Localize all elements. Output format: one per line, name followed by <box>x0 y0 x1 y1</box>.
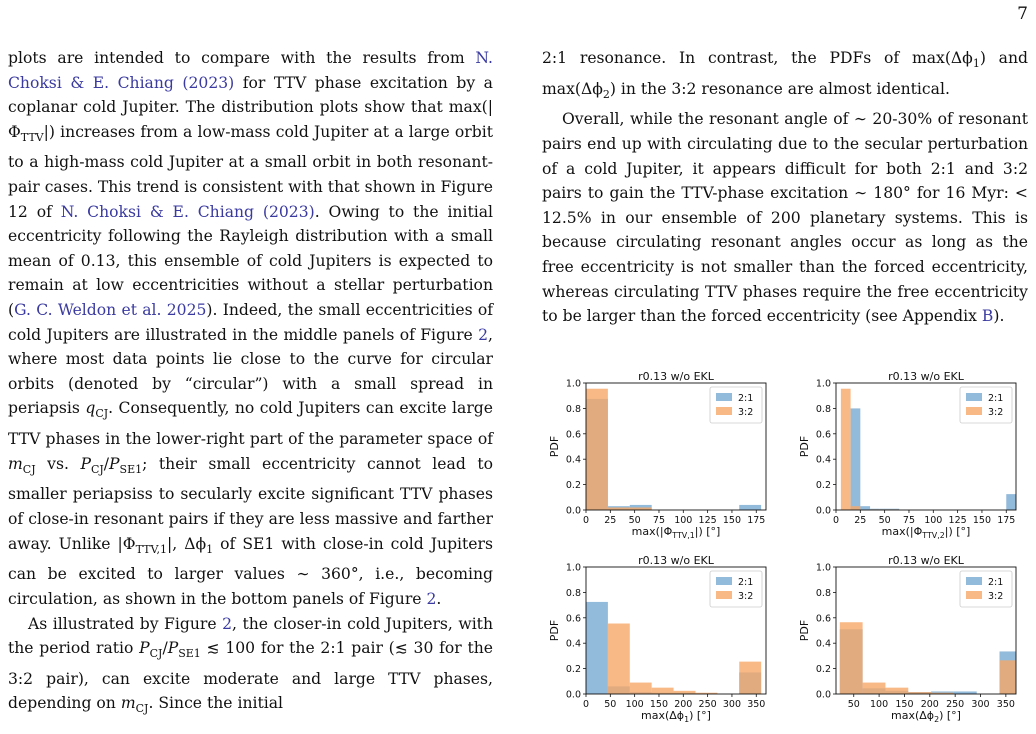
x-tick-label: 250 <box>698 699 717 710</box>
text-run: of SE1 with close-in cold Jupiters can be excited to larger values ∼ 360°, i.e., becoming circulation, as shown in the bottom panels of Figure <box>8 534 493 608</box>
text-run: ). Indeed, the small eccentricities of cold Jupiters are illustrated in the middle panels of Figure <box>8 301 494 344</box>
y-tick-label: 0.6 <box>815 429 831 441</box>
text-run: ) in the 3:2 resonance are almost identical. <box>609 79 950 98</box>
x-tick-label: 50 <box>878 515 891 526</box>
x-axis-label: $\max(\Delta\phi_2)$ [°] <box>891 709 961 724</box>
x-tick-label: 125 <box>948 515 967 526</box>
subscript: 1 <box>206 542 214 556</box>
x-tick-label: 175 <box>997 515 1016 526</box>
subscript: TTV,1 <box>135 542 167 556</box>
y-tick-label: 0.2 <box>565 664 581 676</box>
x-tick-label: 350 <box>747 699 766 710</box>
paragraph <box>8 612 493 723</box>
y-tick-label: 0.8 <box>565 403 581 415</box>
math-symbol: P <box>139 639 150 658</box>
y-tick-label: 0.4 <box>565 638 581 650</box>
subscript: TTV <box>20 130 44 144</box>
y-tick-label: 1.0 <box>565 562 581 574</box>
y-tick-label: 0.8 <box>815 403 831 415</box>
y-tick-label: 0.6 <box>565 429 581 441</box>
math-symbol: m <box>120 694 136 713</box>
text-run: / <box>162 639 168 658</box>
text-run: ; their small eccentricity cannot lead to smaller periapsiss to secularly excite significant TTV phases of close-in resonant pairs if they are less massive and farther away. Unlike |Φ <box>8 454 493 553</box>
x-axis-label: $\max(\Delta\phi_1)$ [°] <box>641 709 711 724</box>
histogram-bar <box>652 688 674 694</box>
y-tick-label: 1.0 <box>815 378 831 390</box>
right-column-text <box>542 46 1028 329</box>
x-tick-label: 200 <box>920 699 939 710</box>
legend-label: 3:2 <box>988 591 1004 602</box>
citation-link[interactable]: G. C. Weldon et al. 2025 <box>14 301 207 320</box>
x-tick-label: 75 <box>652 515 666 526</box>
text-run: , the closer-in cold Jupiters, with the period ratio <box>8 614 493 658</box>
subscript: 1 <box>972 57 980 71</box>
y-axis-label: PDF <box>548 619 561 642</box>
legend-swatch <box>716 591 732 599</box>
histogram-bar <box>630 683 652 694</box>
chart-title: r0.13 w/o EKL <box>638 370 714 383</box>
citation-link[interactable]: 2 <box>222 614 232 633</box>
text-run: ) and max(Δϕ <box>542 49 1028 98</box>
text-run: for TTV phase excitation by a coplanar cold Jupiter. The distribution plots show that max(|Φ <box>8 73 493 141</box>
y-tick-label: 0.0 <box>565 689 581 701</box>
text-run: Overall, while the resonant angle of ∼ 20-30% of resonant pairs end up with circulating due to the secular perturbation of a cold Jupiter, it appears difficult for both 2:1 and 3:2 pairs to gain the TTV-phase excitation ∼ 180° for 16 Myr: < 12.5% in our ensemble of 200 planetary systems. This is because circulating resonant angles occur as long as the free eccentricity is not smaller than the forced eccentricity, whereas circulating TTV phases require the free eccentricity to be larger than the forced eccentricity (see Appendix <box>542 110 1028 326</box>
paragraph <box>8 46 493 612</box>
text-run: ). <box>993 307 1005 326</box>
legend-box <box>960 387 1012 423</box>
histogram-bar <box>739 662 761 694</box>
histogram-bar <box>1006 494 1016 510</box>
y-tick-label: 0.4 <box>815 454 831 466</box>
histogram-bar <box>863 683 886 694</box>
histogram-bar <box>885 688 908 694</box>
legend-swatch <box>966 393 982 401</box>
y-tick-label: 1.0 <box>565 378 581 390</box>
legend-swatch <box>716 393 732 401</box>
x-tick-label: 100 <box>625 699 644 710</box>
x-tick-label: 25 <box>604 515 617 526</box>
y-tick-label: 0.2 <box>565 480 581 492</box>
legend-swatch <box>716 407 732 415</box>
text-run: . Since the initial <box>148 694 284 713</box>
legend-box <box>960 571 1012 607</box>
histogram-bar <box>851 408 861 510</box>
histogram-panel <box>798 370 1016 540</box>
histogram-bar <box>586 389 608 510</box>
histogram-panel <box>548 370 766 540</box>
text-run: ≲ 100 for the 2:1 pair (≲ 30 for the 3:2 pair), can excite moderate and large TTV phases, depending on <box>8 639 494 713</box>
x-tick-label: 150 <box>722 515 742 526</box>
legend-swatch <box>966 591 982 599</box>
y-tick-label: 0.6 <box>565 613 581 625</box>
y-tick-label: 0.0 <box>815 505 831 517</box>
histogram-bar <box>586 602 608 694</box>
subscript: CJ <box>135 702 149 716</box>
x-tick-label: 100 <box>870 699 889 710</box>
citation-link[interactable]: N. Choksi & E. Chiang (2023) <box>60 202 315 221</box>
x-tick-label: 0 <box>582 699 590 710</box>
subscript: SE1 <box>178 647 201 661</box>
legend-swatch <box>716 577 732 585</box>
paragraph <box>542 107 1028 328</box>
text-run: / <box>103 454 110 473</box>
y-tick-label: 0.4 <box>815 638 831 650</box>
page-number: 7 <box>1017 4 1028 24</box>
y-tick-label: 0.8 <box>815 587 831 599</box>
x-tick-label: 50 <box>628 515 641 526</box>
x-axis-label: $\max(|\Phi_{TTV,1}|)$ [°] <box>631 525 721 540</box>
legend-label: 2:1 <box>988 393 1004 404</box>
x-tick-label: 350 <box>996 699 1015 710</box>
figure-panels <box>542 370 1028 730</box>
histogram-bar <box>608 624 630 694</box>
subscript: CJ <box>90 462 104 476</box>
x-tick-label: 0 <box>582 515 590 526</box>
x-tick-label: 50 <box>847 699 860 710</box>
y-tick-label: 0.0 <box>565 505 581 517</box>
text-run: . Consequently, no cold Jupiters can excite large TTV phases in the lower-right part of the parameter space of <box>8 399 493 449</box>
legend-label: 2:1 <box>988 577 1004 588</box>
text-run: plots are intended to compare with the results from <box>8 49 476 67</box>
x-tick-label: 150 <box>649 699 669 710</box>
citation-link[interactable]: N. Choksi & E. Chiang (2023) <box>8 49 493 92</box>
text-run: |, Δϕ <box>166 534 207 553</box>
legend-label: 3:2 <box>738 591 754 602</box>
y-tick-label: 0.0 <box>815 689 831 701</box>
text-run: vs. <box>35 454 81 473</box>
text-run: . <box>436 589 442 608</box>
histogram-bar <box>739 505 761 510</box>
legend-swatch <box>966 407 982 415</box>
legend-label: 3:2 <box>988 407 1004 418</box>
citation-link[interactable]: 2 <box>426 589 437 608</box>
x-tick-label: 50 <box>604 699 617 710</box>
y-tick-label: 1.0 <box>815 562 831 574</box>
subscript: SE1 <box>119 462 143 476</box>
math-symbol: m <box>8 454 23 473</box>
x-tick-label: 0 <box>832 515 840 526</box>
subscript: CJ <box>149 647 163 661</box>
subscript: CJ <box>95 407 109 421</box>
x-tick-label: 100 <box>924 515 943 526</box>
chart-title: r0.13 w/o EKL <box>888 554 964 567</box>
text-run: . Owing to the initial eccentricity following the Rayleigh distribution with a small mean of 0.13, this ensemble of cold Jupiters is expected to remain at low eccentricities without a stellar perturbation ( <box>8 202 494 320</box>
histogram-grid <box>542 370 1028 730</box>
legend-swatch <box>966 577 982 585</box>
y-tick-label: 0.2 <box>815 480 831 492</box>
text-run: , where most data points lie close to the curve for circular orbits (denoted by “circular”) with a small spread in periapsis <box>8 325 493 418</box>
legend-label: 2:1 <box>738 577 754 588</box>
y-axis-label: PDF <box>548 435 561 458</box>
y-tick-label: 0.2 <box>815 664 831 676</box>
x-tick-label: 125 <box>698 515 717 526</box>
left-column-text <box>8 46 493 722</box>
histogram-bar <box>1000 660 1016 694</box>
chart-title: r0.13 w/o EKL <box>888 370 964 383</box>
histogram-panel <box>548 554 766 724</box>
subscript: 2 <box>602 87 610 101</box>
y-tick-label: 0.8 <box>565 587 581 599</box>
legend-box <box>710 387 762 423</box>
math-symbol: P <box>167 639 179 658</box>
y-axis-label: PDF <box>798 619 811 642</box>
histogram-bar <box>674 691 696 694</box>
x-axis-label: $\max(|\Phi_{TTV,2}|)$ [°] <box>881 525 971 540</box>
math-symbol: P <box>109 454 120 473</box>
y-tick-label: 0.4 <box>565 454 581 466</box>
histogram-panel <box>798 554 1016 724</box>
x-tick-label: 75 <box>902 515 916 526</box>
text-run: |) increases from a low-mass cold Jupiter at a large orbit to a high-mass cold Jupiter at a small orbit in both resonant-pair cases. This trend is consistent with that shown in Figure 12 of <box>8 122 493 221</box>
y-axis-label: PDF <box>798 435 811 458</box>
x-tick-label: 25 <box>854 515 867 526</box>
citation-link[interactable]: 2 <box>478 325 489 344</box>
x-tick-label: 250 <box>946 699 965 710</box>
histogram-bar <box>841 389 851 510</box>
x-tick-label: 300 <box>971 699 990 710</box>
legend-label: 3:2 <box>738 407 754 418</box>
y-tick-label: 0.6 <box>815 613 831 625</box>
math-symbol: q <box>85 399 96 418</box>
citation-link[interactable]: B <box>981 307 994 326</box>
x-tick-label: 200 <box>674 699 693 710</box>
histogram-bar <box>840 622 863 694</box>
subscript: CJ <box>22 462 36 476</box>
x-tick-label: 300 <box>722 699 742 710</box>
legend-label: 2:1 <box>738 393 754 404</box>
x-tick-label: 150 <box>972 515 992 526</box>
legend-box <box>710 571 762 607</box>
text-run: 2:1 resonance. In contrast, the PDFs of max(Δϕ <box>542 49 973 67</box>
x-tick-label: 100 <box>674 515 693 526</box>
math-symbol: P <box>80 454 91 473</box>
paragraph <box>542 46 1028 107</box>
x-tick-label: 175 <box>747 515 766 526</box>
histogram-bar <box>851 506 861 510</box>
histogram-bar <box>860 506 870 510</box>
text-run: As illustrated by Figure <box>28 614 223 633</box>
x-tick-label: 150 <box>895 699 914 710</box>
chart-title: r0.13 w/o EKL <box>638 554 714 567</box>
